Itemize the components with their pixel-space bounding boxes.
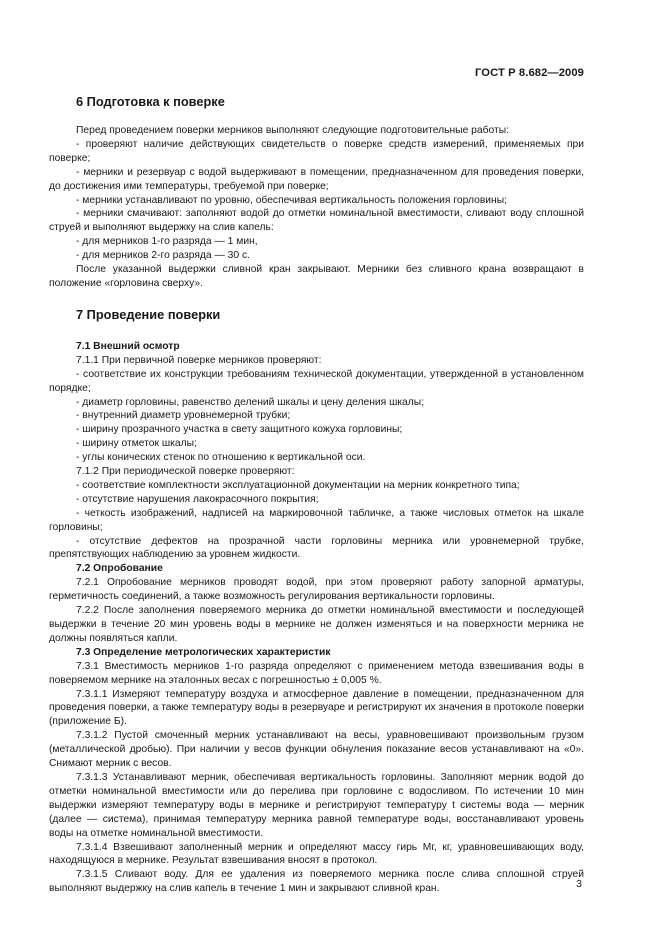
subsection-7-2-body xyxy=(49,576,584,646)
paragraph: - проверяют наличие действующих свидетельств о поверке средств измерений, применяемых при поверке; xyxy=(49,138,584,164)
paragraph: - мерники устанавливают по уровню, обеспечивая вертикальность положения горловины; xyxy=(76,194,508,206)
section-6-body xyxy=(49,124,584,291)
subsection-7-2-heading: 7.2 Опробование xyxy=(76,563,163,575)
paragraph: - отсутствие нарушения лакокрасочного покрытия; xyxy=(76,493,319,505)
paragraph: - для мерников 2-го разряда — 30 с. xyxy=(76,250,250,262)
paragraph: - мерники и резервуар с водой выдерживают в помещении, предназначенном для проведения поверки, до достижения ими температуры, требуемой при поверке; xyxy=(49,166,584,192)
paragraph: - внутренний диаметр уровнемерной трубки; xyxy=(76,410,291,422)
paragraph: 7.3.1.1 Измеряют температуру воздуха и атмосферное давление в помещении, предназначенном для проведения поверки, а также температуру воды в резервуаре и регистрируют их значения в протоколе поверки (приложение Б). xyxy=(49,688,584,728)
paragraph: - отсутствие дефектов на прозрачной части горловины мерника или уровнемерной трубке, препятствующих наблюдению за уровнем жидкости. xyxy=(49,535,584,561)
section-6-heading: 6 Подготовка к поверке xyxy=(76,94,225,109)
subsection-7-3-body xyxy=(49,660,584,896)
paragraph: - диаметр горловины, равенство делений шкалы и цену деления шкалы; xyxy=(76,396,425,408)
subsection-7-1-body xyxy=(49,354,584,563)
page-content xyxy=(49,94,584,896)
paragraph: 7.1.1 При первичной поверке мерников проверяют: xyxy=(76,354,322,366)
paragraph: 7.3.1 Вместимость мерников 1-го разряда определяют с применением метода взвешивания воды в поверяемом мернике на эталонных весах с погрешностью ± 0,005 %. xyxy=(49,660,584,686)
paragraph: После указанной выдержки сливной кран закрывают. Мерники без сливного крана возвращают в положение «горловина сверху». xyxy=(49,264,584,289)
paragraph: - углы конических стенок по отношению к вертикальной оси. xyxy=(76,452,366,464)
paragraph: Перед проведением поверки мерников выполняют следующие подготовительные работы: xyxy=(76,125,509,136)
paragraph: - соответствие их конструкции требованиям технической документации, утвержденной в установленном порядке; xyxy=(49,368,584,394)
page-number: 3 xyxy=(576,878,582,890)
paragraph: 7.2.2 После заполнения поверяемого мерника до отметки номинальной вместимости и последующей выдержки в течение 20 мин уровень воды в мернике не должен изменяться и на поверхности мерника не должны появляться капли. xyxy=(49,605,584,644)
paragraph: 7.3.1.2 Пустой смоченный мерник устанавливают на весы, уравновешивают произвольным грузом (металлической дробью). При наличии у весов функции обнуления показание весов устанавливают на «0». Снимают мерник с весов. xyxy=(49,730,584,770)
paragraph: - ширину отметок шкалы; xyxy=(76,438,197,450)
paragraph: - четкость изображений, надписей на маркировочной табличке, а также числовых отметок на шкале горловины; xyxy=(49,507,584,533)
paragraph: - для мерников 1-го разряда — 1 мин, xyxy=(76,236,258,248)
paragraph: - соответствие комплектности эксплуатационной документации на мерник конкретного типа; xyxy=(76,479,520,491)
subsection-7-3-heading: 7.3 Определение метрологических характеристик xyxy=(76,646,331,658)
subsection-7-1-heading: 7.1 Внешний осмотр xyxy=(76,340,180,352)
section-7-heading: 7 Проведение поверки xyxy=(76,306,221,322)
paragraph: 7.2.1 Опробование мерников проводят водой, при этом проверяют работу запорной арматуры, герметичность соединений, а также возможность регулирования вертикальности горловины. xyxy=(49,577,584,603)
paragraph: 7.3.1.4 Взвешивают заполненный мерник и определяют массу гирь Mг, кг, уравновешивающих воду, находящуюся в мернике. Результат взвешивания вносят в протокол. xyxy=(49,841,584,867)
document-header: ГОСТ Р 8.682—2009 xyxy=(475,67,584,79)
paragraph: 7.3.1.5 Сливают воду. Для ее удаления из поверяемого мерника после слива сплошной струей выполняют выдержку на слив капель в течение 1 мин и закрывают сливной кран. xyxy=(49,869,584,895)
paragraph: - мерники смачивают: заполняют водой до отметки номинальной вместимости, сливают воду сплошной струей и выполняют выдержку на слив капель: xyxy=(49,208,584,234)
paragraph: 7.1.2 При периодической поверке проверяют: xyxy=(76,466,295,478)
paragraph: 7.3.1.3 Устанавливают мерник, обеспечивая вертикальность горловины. Заполняют мерник водой до отметки номинальной вместимости или до перелива при горловине с водосливом. По истечении 10 мин выдержки измеряют температуру воды в мернике и регистрируют температуру t системы вода — мерник (далее — система), принимая температуру мерника равной температуре воды, восстанавливают уровень воды на отметке номинальной вместимости. xyxy=(49,771,584,839)
paragraph: - ширину прозрачного участка в свету защитного кожуха горловины; xyxy=(76,424,403,436)
